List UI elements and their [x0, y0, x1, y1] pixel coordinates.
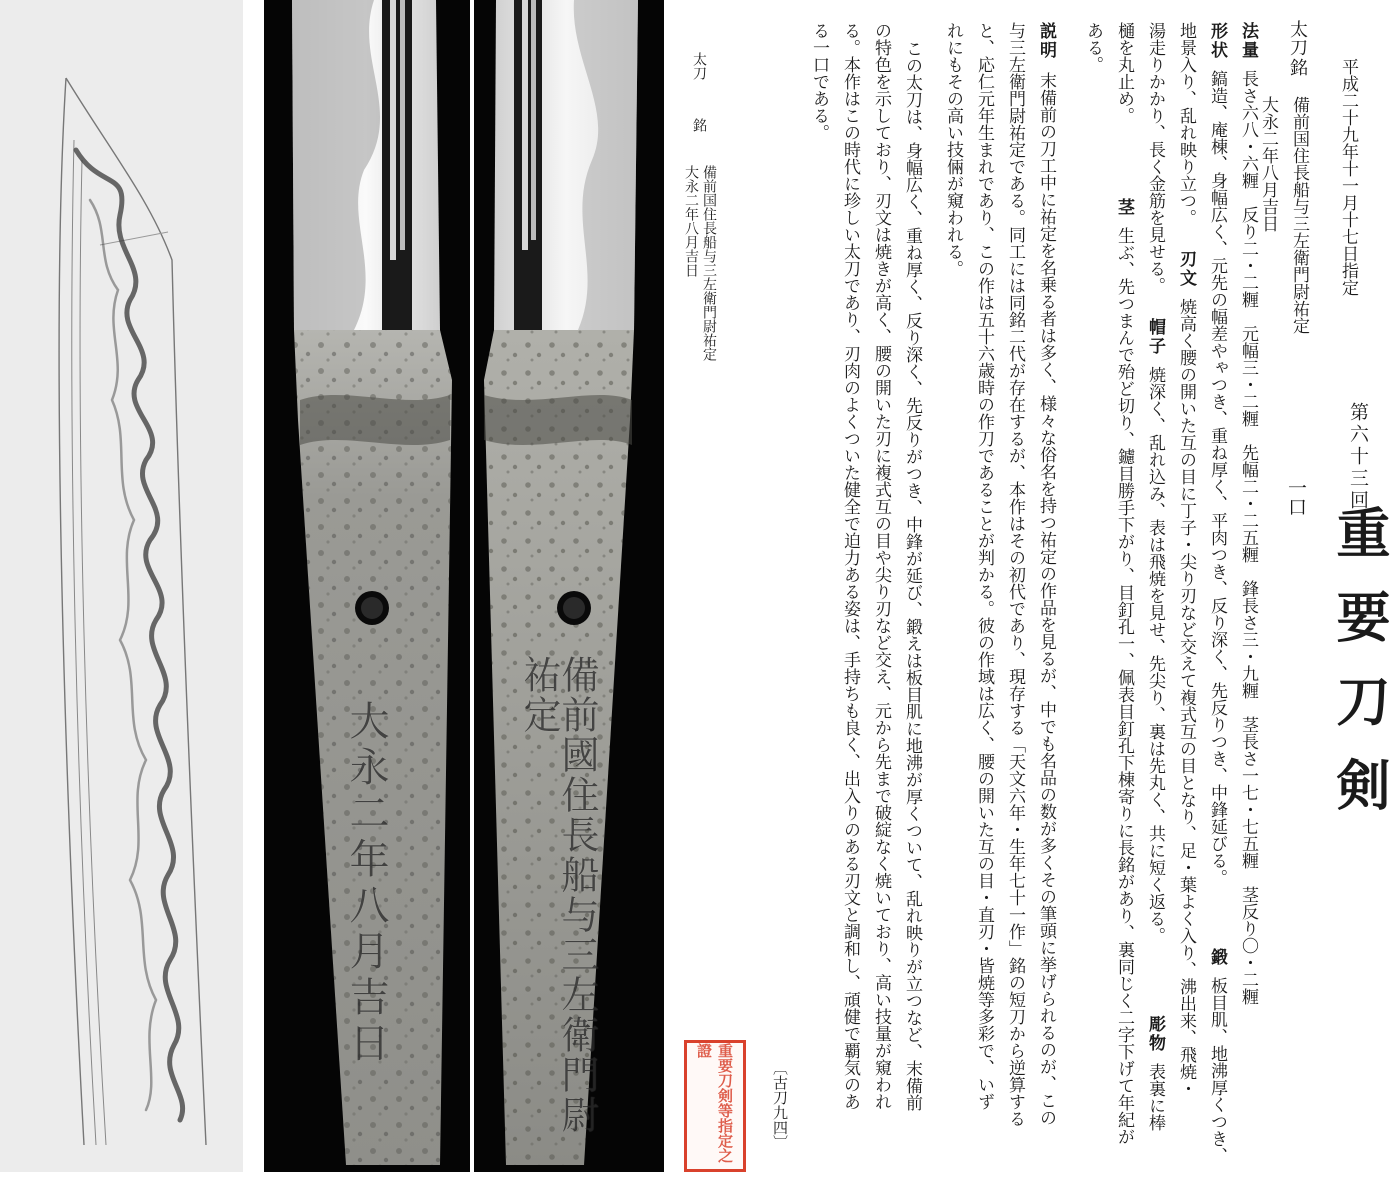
photo-caption-mei-line1: 備前国住長船与三左衛門尉祐定 — [701, 165, 717, 361]
spec-nakago — [1108, 198, 1139, 1145]
spec-keijou — [1201, 22, 1232, 886]
spec-houryou-text: 長さ六八・六糎 反り二・二糎 元幅三・二糎 先幅二・二五糎 鋒長さ三・九糎 茎長さ一七・七五糎 茎反り〇・二糎 — [1238, 70, 1258, 1005]
spec-horimono — [1139, 1015, 1170, 1131]
item-count: 一口 — [1285, 478, 1307, 516]
explanation-line-1: 末備前の刀工中に祐定を名乗る者は多く、様々な俗名を持つ祐定の作品を見るが、中でも名品の数が多くその筆頭に挙げられるのが、この — [1036, 72, 1056, 1126]
tang-inscription-signature: 備前國住長船与三左衛門尉祐定 — [517, 655, 599, 1135]
blade-photo-omote — [474, 0, 664, 1172]
spec-kitae-text: 板目肌、地沸厚くつき、 — [1207, 977, 1227, 1164]
spec-boushi-text: 焼深く、乱れ込み、表は飛焼を見せ、先尖り、裏は先丸く、共に短く返る。 — [1145, 366, 1165, 944]
spec-keijou-label: 形状 — [1207, 22, 1227, 60]
designation-date: 平成二十九年十一月十七日指定 — [1338, 58, 1358, 296]
spec-nakago-text: 生ぶ、先つまんで殆ど切り、鑢目勝手下がり、目釘孔一、佩表目釘孔下棟寄りに長銘があり、裏同じく二字下げて年紀が — [1114, 227, 1134, 1145]
explanation-line-6: の特色を示しており、刃文は焼きが高く、腰の開いた刃に複式互の目や尖り刃など交え、元から先まで破綻なく焼いており、高い技量が窺われ — [871, 22, 891, 1110]
oshigata-panel — [0, 0, 243, 1172]
explanation-line-8: る一口である。 — [809, 22, 829, 141]
spec-kitae-cont: 地景入り、乱れ映り立つ。 — [1176, 22, 1196, 226]
mei-line2: 大永二年八月吉日 — [1258, 96, 1278, 232]
spec-hamon-label: 刃文 — [1176, 250, 1196, 288]
item-type: 太刀 — [1287, 20, 1308, 56]
spec-keijou-text: 鎬造、庵棟、身幅広く、元先の幅差やゃつき、重ね厚く、平肉つき、反り深く、先反りつき、中鋒延びる。 — [1207, 70, 1227, 886]
spec-houryou — [1232, 22, 1263, 1005]
spec-nakago-cont: ある。 — [1083, 22, 1103, 73]
mei-label: 銘 — [1287, 58, 1308, 76]
spec-boushi-label: 帽子 — [1145, 318, 1165, 356]
mei-line1: 備前国住長船与三左衛門尉祐定 — [1289, 96, 1309, 334]
explanation-line-4: れにもその高い技倆が窺われる。 — [943, 22, 963, 277]
blade-photo-ura — [264, 0, 470, 1172]
explanation-line-5: この太刀は、身幅広く、重ね厚く、反り深く、先反りがつき、中鋒が延び、鍛えは板目肌に地沸が厚くついて、乱れ映りが立つなど、末備前 — [902, 40, 922, 1111]
explanation-line-7: る。本作はこの時代に珍しい太刀であり、刃肉のよくついた健全で迫力ある姿は、手持ちも良く、出入りのある刃文と調和し、頑健で覇気のあ — [840, 22, 860, 1110]
spec-hamon-text: 焼高く腰の開いた互の目に丁子・尖り刃など交えて複式互の目となり、足・葉よく入り、沸出来、飛焼・ — [1176, 298, 1196, 1097]
tang-inscription-date: 大永二年八月吉日 — [343, 700, 389, 1068]
spec-horimono-label: 彫物 — [1145, 1015, 1165, 1053]
photo-caption-mei-label: 銘 — [691, 118, 707, 132]
spec-boushi — [1139, 318, 1170, 944]
seal-text: 重要刀剣等指定之證 — [695, 1043, 734, 1163]
explanation-line-3: と、応仁元年生まれであり、この作は五十六歳時の作刀であることが判かる。彼の作域は広く、腰の開いた互の目・直刃・皆焼等多彩で、いず — [974, 22, 994, 1110]
spec-kitae-label: 鍛 — [1207, 948, 1227, 967]
photo-caption-type: 太刀 — [691, 52, 707, 80]
explanation-label: 説明 — [1036, 22, 1056, 60]
explanation-line-2: 与三左衛門尉祐定である。同工には同銘二代が存在するが、本作はその初代であり、現存する「天文六年・生年七十一作」銘の短刀から逆算する — [1005, 22, 1025, 1127]
volume-reference: 〔古刀九四〕 — [771, 1060, 789, 1150]
spec-houryou-label: 法量 — [1238, 22, 1258, 60]
spec-horimono-cont: 樋を丸止め。 — [1114, 22, 1134, 124]
spec-horimono-text: 表裏に棒 — [1145, 1063, 1165, 1131]
certification-seal-stamp — [684, 1040, 746, 1172]
session-number: 第六十三回 — [1347, 402, 1369, 512]
photo-caption-mei-line2: 大永二年八月吉日 — [683, 165, 699, 277]
spec-hamon-cont: 湯走りかかり、長く金筋を見せる。 — [1145, 22, 1165, 294]
spec-hamon — [1170, 250, 1201, 1097]
oshigata-rubbing-drawing — [0, 0, 243, 1172]
spec-kitae — [1201, 948, 1232, 1164]
spec-nakago-label: 茎 — [1114, 198, 1134, 217]
document-title: 重要刀剣 — [1328, 505, 1392, 841]
